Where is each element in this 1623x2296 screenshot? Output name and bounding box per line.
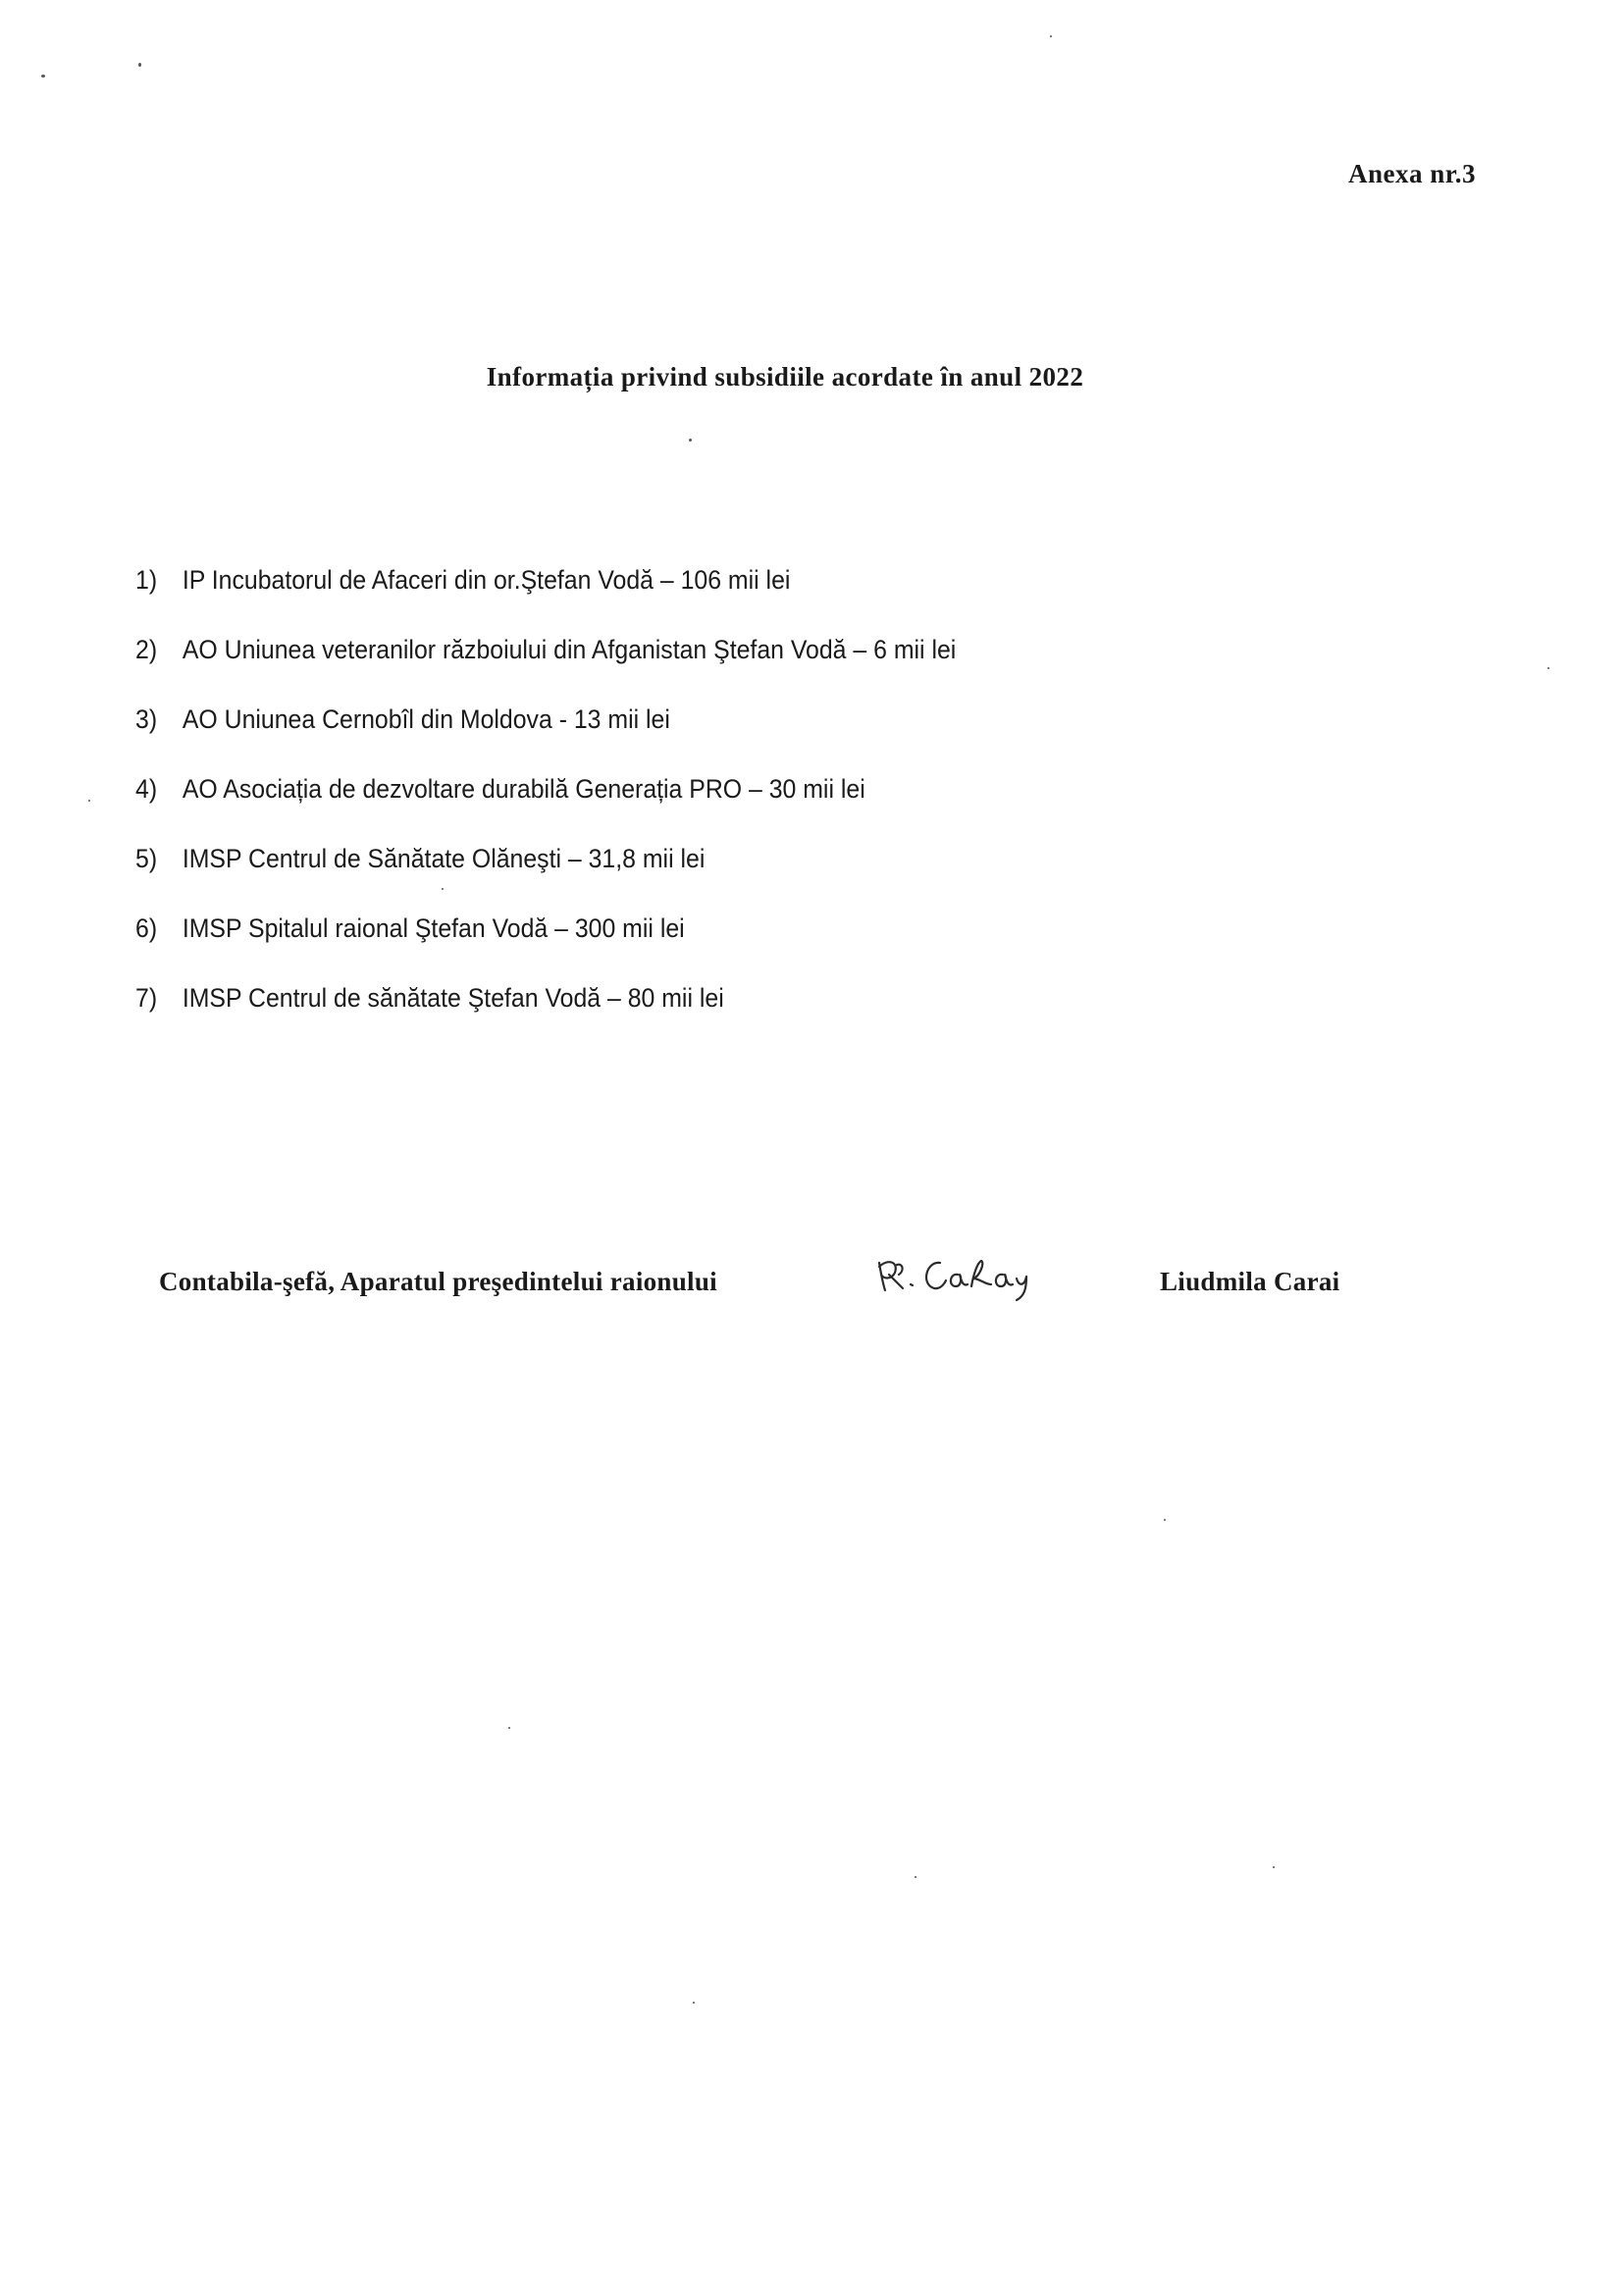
scan-speck <box>442 888 444 890</box>
list-item <box>135 910 956 979</box>
scan-speck <box>693 2002 695 2004</box>
signer-name: Liudmila Carai <box>1160 1267 1340 1296</box>
signature-block <box>0 1267 1623 1326</box>
document-title: Informația privind subsidiile acordate în anul 2022 <box>486 362 1084 391</box>
scan-speck <box>1050 35 1052 37</box>
scan-speck <box>1547 667 1549 669</box>
scan-speck <box>689 439 692 442</box>
scan-speck <box>508 1727 510 1729</box>
list-item <box>135 701 956 770</box>
annex-label: Anexa nr.3 <box>1347 159 1476 188</box>
item-text: IP Incubatorul de Afaceri din or.Ştefan Vodă – 106 mii lei <box>182 565 791 595</box>
scan-speck <box>1273 1866 1275 1868</box>
subsidies-list <box>135 561 956 1049</box>
scan-speck <box>915 1876 916 1878</box>
list-item <box>135 840 956 910</box>
item-text: IMSP Centrul de Sănătate Olăneşti – 31,8 mii lei <box>182 844 706 873</box>
item-number: 7) <box>135 983 158 1013</box>
item-text: AO Uniunea veteranilor războiului din Afganistan Ştefan Vodă – 6 mii lei <box>182 635 957 664</box>
item-text: IMSP Centrul de sănătate Ştefan Vodă – 80 mii lei <box>182 983 724 1013</box>
list-item <box>135 770 956 840</box>
item-number: 5) <box>135 844 158 873</box>
item-number: 6) <box>135 913 158 943</box>
list-item <box>135 631 956 701</box>
scan-speck <box>88 800 90 802</box>
list-item <box>135 979 956 1049</box>
scan-speck <box>138 63 141 67</box>
item-number: 2) <box>135 635 158 664</box>
item-text: AO Uniunea Cernobîl din Moldova - 13 mii lei <box>182 704 670 734</box>
signer-position: Contabila-şefă, Aparatul preşedintelui raionului <box>159 1267 717 1296</box>
item-text: AO Asociația de dezvoltare durabilă Generația PRO – 30 mii lei <box>182 774 865 804</box>
item-text: IMSP Spitalul raional Ştefan Vodă – 300 mii lei <box>182 913 685 943</box>
scan-speck <box>1164 1519 1166 1521</box>
item-number: 3) <box>135 704 158 734</box>
item-number: 1) <box>135 565 158 595</box>
item-number: 4) <box>135 774 158 804</box>
handwritten-signature <box>869 1245 1066 1304</box>
list-item <box>135 561 956 631</box>
scan-speck <box>41 75 45 78</box>
